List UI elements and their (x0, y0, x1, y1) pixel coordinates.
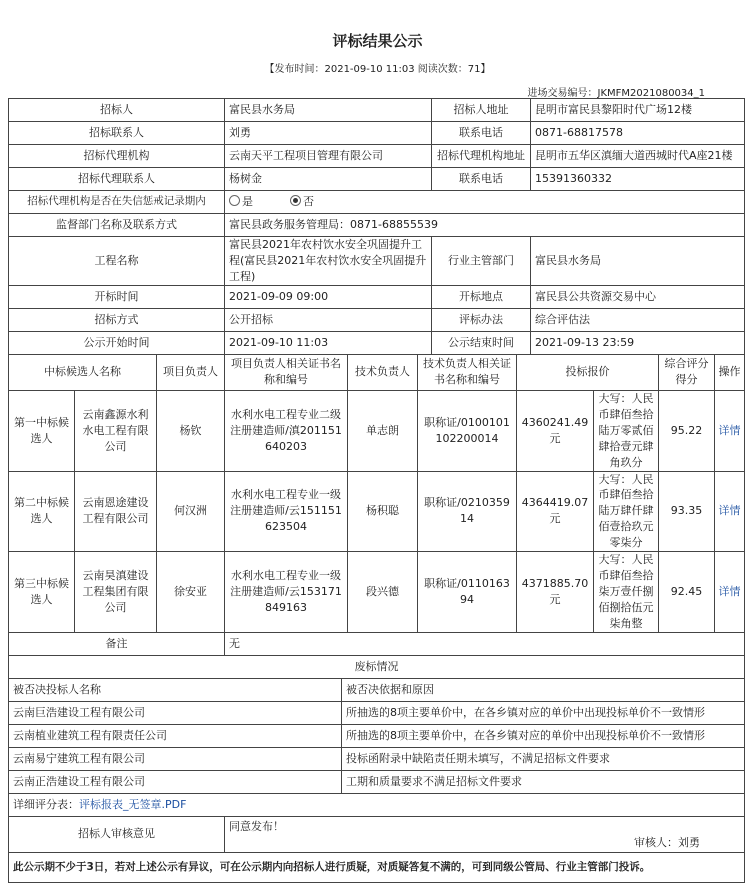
reviewer: 审核人：刘勇 (634, 835, 701, 849)
radio-no[interactable] (290, 195, 301, 206)
detail-label: 详细评分表： (13, 797, 79, 811)
agency-value: 云南天平工程项目管理有限公司 (225, 145, 432, 168)
col-pm: 项目负责人 (157, 354, 225, 390)
candidate-tech: 段兴德 (348, 552, 418, 633)
candidate-pm: 杨钦 (157, 390, 225, 471)
candidate-name: 云南鑫源水利水电工程有限公司 (75, 390, 157, 471)
candidate-detail-link[interactable]: 详情 (715, 471, 745, 552)
tenderer-label: 招标人 (9, 99, 225, 122)
candidate-pm: 何汉洲 (157, 471, 225, 552)
open-place-label: 开标地点 (432, 285, 531, 308)
rejected-col-name: 被否决投标人名称 (9, 678, 342, 701)
candidate-score: 93.35 (659, 471, 715, 552)
candidate-name: 云南昊滇建设工程集团有限公司 (75, 552, 157, 633)
candidate-name: 云南恩途建设工程有限公司 (75, 471, 157, 552)
candidate-score: 92.45 (659, 552, 715, 633)
rejected-row (9, 770, 745, 793)
col-tech: 技术负责人 (348, 354, 418, 390)
opinion-cell (225, 816, 745, 852)
candidate-rank: 第二中标候选人 (9, 471, 75, 552)
rejected-name: 云南植业建筑工程有限责任公司 (9, 724, 342, 747)
candidate-rank: 第三中标候选人 (9, 552, 75, 633)
open-time-label: 开标时间 (9, 285, 225, 308)
result-table (8, 98, 745, 883)
candidate-price-cn: 大写：人民币肆佰叁拾柒万壹仟捌佰捌拾伍元柒角整 (594, 552, 659, 633)
detail-pdf-link[interactable]: 评标报表_无签章.PDF (79, 797, 187, 811)
candidate-pm-cert: 水利水电工程专业一级注册建造师/云151151623504 (225, 471, 348, 552)
candidate-price-num: 4371885.70元 (517, 552, 594, 633)
rejected-title: 废标情况 (9, 655, 745, 678)
agency-addr-value: 昆明市五华区滇缅大道西城时代A座21楼 (531, 145, 745, 168)
agency-contact-label: 招标代理联系人 (9, 168, 225, 191)
col-pm-cert: 项目负责人相关证书名称和编号 (225, 354, 348, 390)
phone2-label: 联系电话 (432, 168, 531, 191)
candidate-row (9, 552, 745, 633)
candidate-tech: 杨积聪 (348, 471, 418, 552)
start-value: 2021-09-10 11:03 (225, 331, 432, 354)
remark-value: 无 (225, 632, 745, 655)
col-op: 操作 (715, 354, 745, 390)
candidate-score: 95.22 (659, 390, 715, 471)
candidate-price-num: 4360241.49元 (517, 390, 594, 471)
rejected-row (9, 724, 745, 747)
notice-note: 此公示期不少于3日，若对上述公示有异议，可在公示期内向招标人进行质疑，对质疑答复不满的，可到同级公管局、行业主管部门投诉。 (9, 852, 745, 882)
detail-row (9, 793, 745, 816)
candidate-detail-link[interactable]: 详情 (715, 390, 745, 471)
publish-meta: 【发布时间：2021-09-10 11:03 阅读次数：71】 (264, 64, 491, 75)
candidate-row (9, 390, 745, 471)
supervisor-label: 监督部门名称及联系方式 (9, 214, 225, 237)
end-label: 公示结束时间 (432, 331, 531, 354)
col-tech-cert: 技术负责人相关证书名称和编号 (418, 354, 517, 390)
open-time-value: 2021-09-09 09:00 (225, 285, 432, 308)
candidate-rank: 第一中标候选人 (9, 390, 75, 471)
rejected-row (9, 747, 745, 770)
candidate-price-num: 4364419.07元 (517, 471, 594, 552)
radio-no-label: 否 (303, 195, 314, 209)
col-price: 投标报价 (517, 354, 659, 390)
opinion-label: 招标人审核意见 (9, 816, 225, 852)
rejected-reason: 所抽选的8项主要单价中，在各乡镇对应的单价中出现投标单价不一致情形 (342, 701, 745, 724)
candidate-tech: 单志朗 (348, 390, 418, 471)
page-title: 评标结果公示 (332, 32, 423, 50)
candidate-price-cn: 大写：人民币肆佰叁拾陆万零贰佰肆拾壹元肆角玖分 (594, 390, 659, 471)
rejected-col-reason: 被否决依据和原因 (342, 678, 745, 701)
start-label: 公示开始时间 (9, 331, 225, 354)
phone-label: 联系电话 (432, 122, 531, 145)
rejected-reason: 工期和质量要求不满足招标文件要求 (342, 770, 745, 793)
tenderer-addr-value: 昆明市富民县黎阳时代广场12楼 (531, 99, 745, 122)
candidate-pm: 徐安亚 (157, 552, 225, 633)
phone-value: 0871-68817578 (531, 122, 745, 145)
eval-value: 综合评估法 (531, 308, 745, 331)
rejected-reason: 所抽选的8项主要单价中，在各乡镇对应的单价中出现投标单价不一致情形 (342, 724, 745, 747)
candidate-tech-cert: 职称证/0100101102200014 (418, 390, 517, 471)
tenderer-addr-label: 招标人地址 (432, 99, 531, 122)
candidate-price-cn: 大写：人民币肆佰叁拾陆万肆仟肆佰壹拾玖元零柒分 (594, 471, 659, 552)
dishonest-options (225, 191, 745, 214)
industry-value: 富民县水务局 (531, 237, 745, 286)
candidate-row (9, 471, 745, 552)
candidate-pm-cert: 水利水电工程专业二级注册建造师/滇201151640203 (225, 390, 348, 471)
agency-addr-label: 招标代理机构地址 (432, 145, 531, 168)
rejected-row (9, 701, 745, 724)
col-score: 综合评分得分 (659, 354, 715, 390)
rejected-reason: 投标函附录中缺陷责任期未填写，不满足招标文件要求 (342, 747, 745, 770)
open-place-value: 富民县公共资源交易中心 (531, 285, 745, 308)
method-value: 公开招标 (225, 308, 432, 331)
industry-label: 行业主管部门 (432, 237, 531, 286)
candidate-tech-cert: 职称证/021035914 (418, 471, 517, 552)
phone2-value: 15391360332 (531, 168, 745, 191)
candidate-detail-link[interactable]: 详情 (715, 552, 745, 633)
remark-label: 备注 (9, 632, 225, 655)
trade-code: 进场交易编号：JKMFM2021080034_1 (527, 88, 705, 99)
method-label: 招标方式 (9, 308, 225, 331)
col-candidate-name: 中标候选人名称 (9, 354, 157, 390)
rejected-name: 云南正浩建设工程有限公司 (9, 770, 342, 793)
rejected-name: 云南巨浩建设工程有限公司 (9, 701, 342, 724)
contact-value: 刘勇 (225, 122, 432, 145)
radio-yes[interactable] (229, 195, 240, 206)
candidate-tech-cert: 职称证/011016394 (418, 552, 517, 633)
supervisor-value: 富民县政务服务管理局：0871-68855539 (225, 214, 745, 237)
rejected-name: 云南易宁建筑工程有限公司 (9, 747, 342, 770)
radio-yes-label: 是 (242, 195, 253, 209)
agency-label: 招标代理机构 (9, 145, 225, 168)
dishonest-label: 招标代理机构是否在失信惩戒记录期内 (9, 191, 225, 214)
tenderer-value: 富民县水务局 (225, 99, 432, 122)
end-value: 2021-09-13 23:59 (531, 331, 745, 354)
eval-label: 评标办法 (432, 308, 531, 331)
agency-contact-value: 杨树金 (225, 168, 432, 191)
candidate-pm-cert: 水利水电工程专业一级注册建造师/云153171849163 (225, 552, 348, 633)
project-value: 富民县2021年农村饮水安全巩固提升工程(富民县2021年农村饮水安全巩固提升工程) (225, 237, 432, 286)
opinion-text: 同意发布！ (229, 819, 284, 833)
contact-label: 招标联系人 (9, 122, 225, 145)
project-label: 工程名称 (9, 237, 225, 286)
